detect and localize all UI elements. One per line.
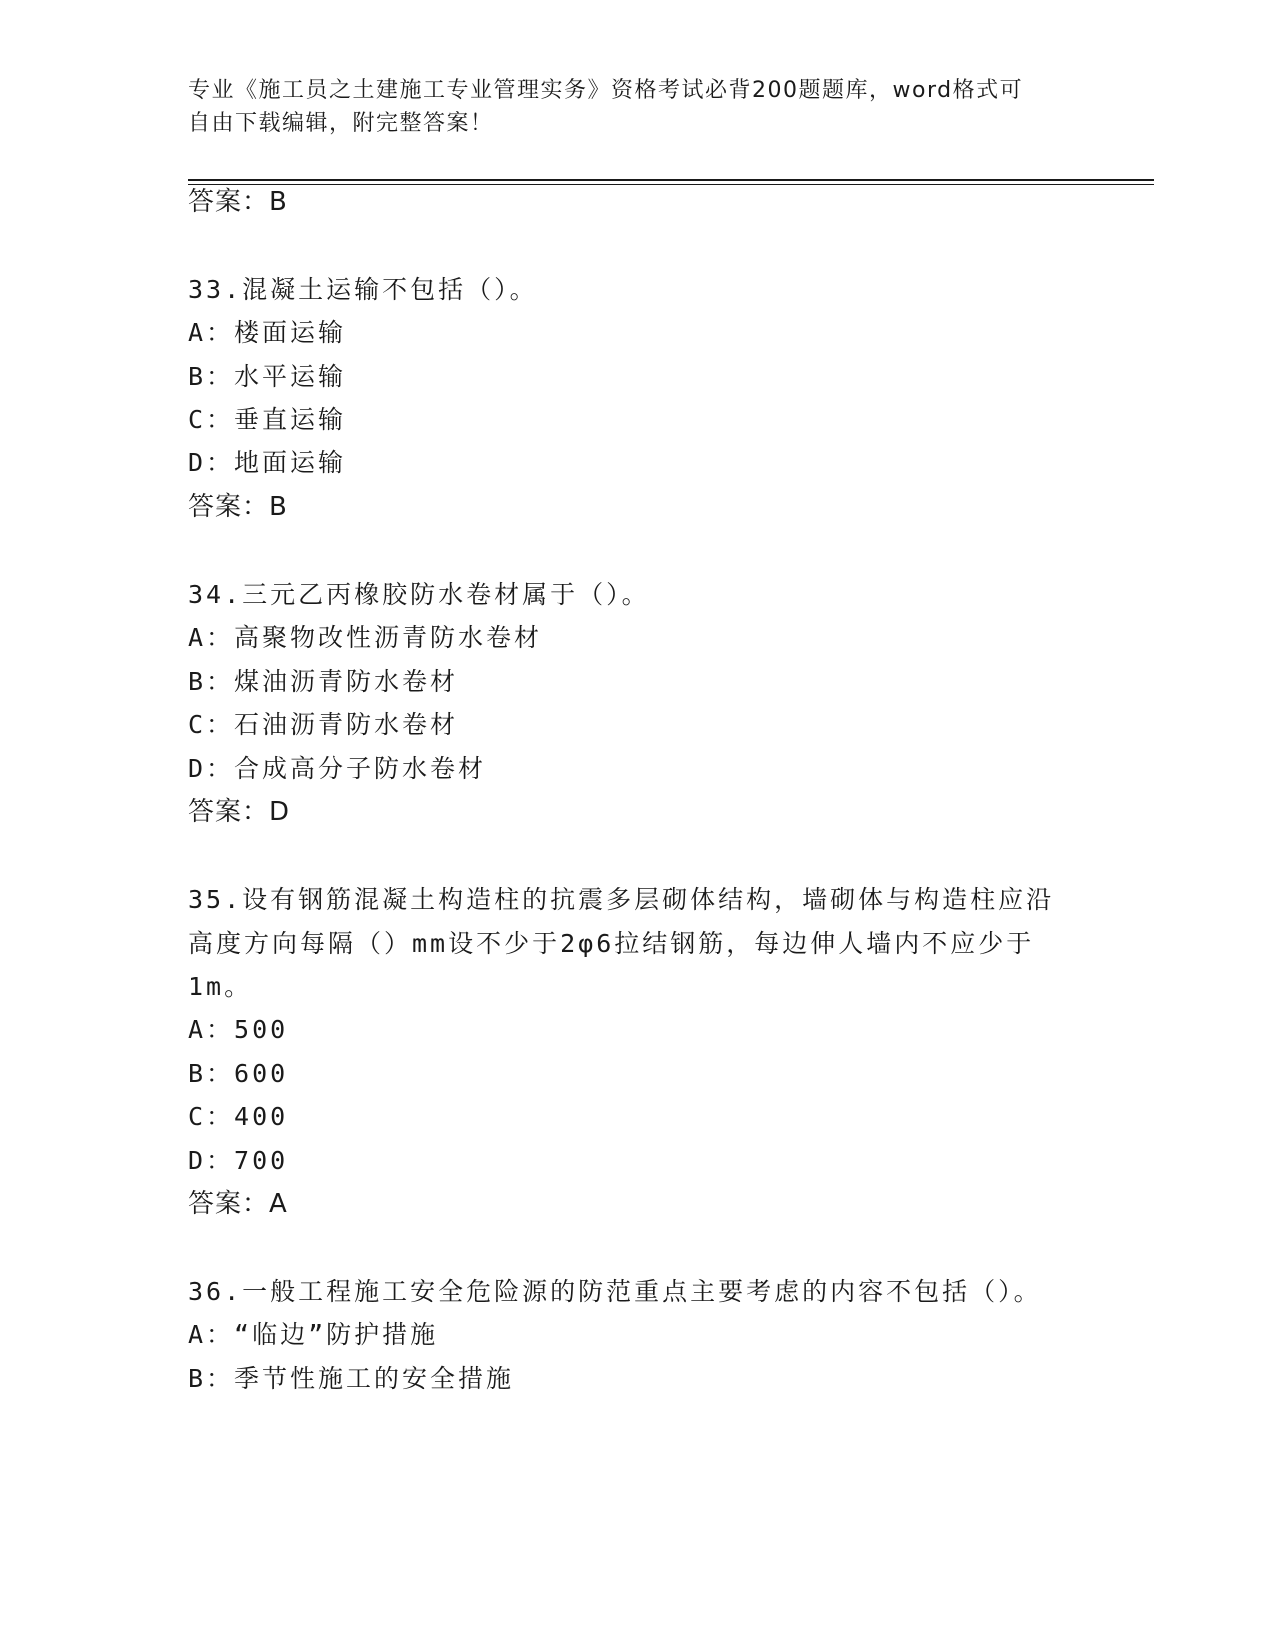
question-35-option-c: C：400 bbox=[188, 1102, 289, 1131]
question-36-stem: 36.一般工程施工安全危险源的防范重点主要考虑的内容不包括（）。 bbox=[188, 1277, 1042, 1306]
header-rule-thin bbox=[188, 184, 1154, 185]
question-35-answer: 答案：A bbox=[188, 1189, 288, 1219]
question-35-stem-line-1: 35.设有钢筋混凝土构造柱的抗震多层砌体结构，墙砌体与构造柱应沿 bbox=[188, 885, 1055, 914]
header-line-1: 专业《施工员之土建施工专业管理实务》资格考试必背200题题库，word格式可 bbox=[188, 78, 1024, 103]
question-34-option-d: D：合成高分子防水卷材 bbox=[188, 754, 487, 783]
question-35-option-b: B：600 bbox=[188, 1059, 289, 1088]
question-34-answer: 答案：D bbox=[188, 797, 291, 827]
question-34-option-a: A：高聚物改性沥青防水卷材 bbox=[188, 623, 543, 652]
question-33-option-a: A：楼面运输 bbox=[188, 318, 347, 347]
question-35-stem-line-3: 1m。 bbox=[188, 972, 253, 1001]
header-rule-thick bbox=[188, 179, 1154, 181]
document-header bbox=[188, 74, 1088, 140]
question-35-option-a: A：500 bbox=[188, 1015, 289, 1044]
question-33-option-d: D：地面运输 bbox=[188, 448, 347, 477]
question-33-stem: 33.混凝土运输不包括（）。 bbox=[188, 275, 538, 304]
question-34-option-c: C：石油沥青防水卷材 bbox=[188, 710, 459, 739]
question-35-option-d: D：700 bbox=[188, 1146, 289, 1175]
question-36-option-a: A：“临边”防护措施 bbox=[188, 1320, 439, 1349]
question-36-option-b: B：季节性施工的安全措施 bbox=[188, 1364, 515, 1393]
question-33-option-c: C：垂直运输 bbox=[188, 405, 347, 434]
question-33-option-b: B：水平运输 bbox=[188, 362, 347, 391]
question-34-stem: 34.三元乙丙橡胶防水卷材属于（）。 bbox=[188, 580, 650, 609]
question-33-answer: 答案：B bbox=[188, 492, 288, 522]
question-34-option-b: B：煤油沥青防水卷材 bbox=[188, 667, 459, 696]
question-35-stem-line-2: 高度方向每隔（）mm设不少于2φ6拉结钢筋，每边伸人墙内不应少于 bbox=[188, 929, 1035, 958]
header-line-2: 自由下载编辑，附完整答案！ bbox=[188, 111, 494, 136]
answer-prev: 答案：B bbox=[188, 187, 288, 217]
